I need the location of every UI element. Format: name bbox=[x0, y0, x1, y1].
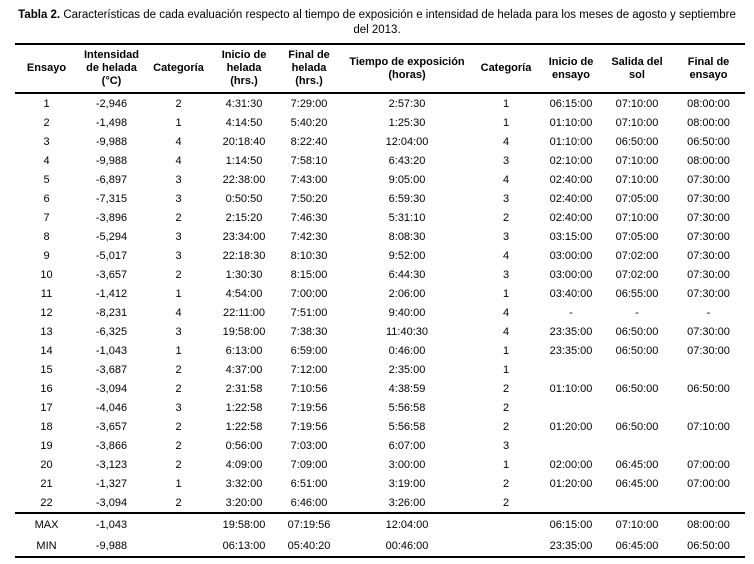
table-cell: 2 bbox=[175, 211, 182, 224]
table-cell: -8,231 bbox=[95, 306, 128, 319]
table-cell bbox=[602, 493, 672, 513]
table-cell: 2 bbox=[175, 363, 182, 376]
table-cell: 3 bbox=[175, 325, 182, 338]
table-row bbox=[15, 170, 745, 189]
table-cell: -3,866 bbox=[95, 439, 128, 452]
table-cell bbox=[672, 493, 745, 513]
table-cell: 02:40:00 bbox=[549, 211, 593, 224]
table-cell: 06:45:00 bbox=[615, 477, 659, 490]
table-row bbox=[15, 341, 745, 360]
table-cell: 07:30:00 bbox=[687, 173, 730, 186]
table-cell: - bbox=[706, 306, 711, 319]
table-cell: 1 bbox=[502, 97, 510, 110]
table-cell: 06:45:00 bbox=[615, 458, 659, 471]
column-header: Salida del sol bbox=[611, 55, 663, 81]
table-cell: 0:50:50 bbox=[225, 192, 263, 205]
table-cell: 10 bbox=[40, 268, 53, 281]
table-cell: 01:20:00 bbox=[549, 477, 593, 490]
table-cell: 07:05:00 bbox=[615, 230, 659, 243]
table-cell: -3,657 bbox=[95, 420, 128, 433]
table-cell: 7:38:30 bbox=[290, 325, 328, 338]
header-row bbox=[15, 44, 745, 93]
table-row bbox=[15, 265, 745, 284]
summary-cell: 06:13:00 bbox=[222, 539, 266, 552]
table-cell: 8:15:00 bbox=[290, 268, 328, 281]
table-cell: 2 bbox=[502, 420, 510, 433]
table-cell: 4:14:50 bbox=[225, 116, 263, 129]
table-cell: 7:50:20 bbox=[290, 192, 328, 205]
table-cell bbox=[540, 360, 602, 379]
table-cell: 07:02:00 bbox=[615, 268, 659, 281]
table-cell: 23:35:00 bbox=[549, 325, 593, 338]
table-cell: 07:10:00 bbox=[615, 211, 659, 224]
table-cell: 3:20:00 bbox=[225, 496, 263, 509]
table-body bbox=[15, 93, 745, 513]
table-cell bbox=[540, 436, 602, 455]
table-cell: 6:59:00 bbox=[290, 344, 328, 357]
table-cell: 08:00:00 bbox=[687, 97, 730, 110]
table-cell: 1:22:58 bbox=[225, 401, 263, 414]
table-cell: 07:30:00 bbox=[687, 230, 730, 243]
table-cell: 20:18:40 bbox=[222, 135, 266, 148]
table-cell: 9 bbox=[43, 249, 50, 262]
summary-cell: 12:04:00 bbox=[385, 518, 429, 531]
table-cell: 07:00:00 bbox=[687, 458, 730, 471]
table-cell: 6:13:00 bbox=[225, 344, 263, 357]
table-cell: 18 bbox=[40, 420, 53, 433]
table-cell: 03:00:00 bbox=[549, 268, 593, 281]
table-cell: 4 bbox=[43, 154, 50, 167]
column-header: Categoría bbox=[480, 62, 532, 74]
table-cell: 19 bbox=[40, 439, 53, 452]
table-cell: -6,325 bbox=[95, 325, 128, 338]
table-row bbox=[15, 303, 745, 322]
table-cell: - bbox=[569, 306, 573, 319]
column-header: Tiempo de exposición (horas) bbox=[349, 55, 465, 81]
table-cell: 01:10:00 bbox=[549, 135, 593, 148]
table-cell bbox=[672, 436, 745, 455]
table-cell: 2 bbox=[502, 477, 510, 490]
table-cell: 4 bbox=[502, 173, 510, 186]
table-cell: 7:10:56 bbox=[290, 382, 328, 395]
summary-cell: -1,043 bbox=[95, 518, 128, 531]
table-row bbox=[15, 360, 745, 379]
table-cell: 2 bbox=[502, 211, 510, 224]
table-cell: 6 bbox=[43, 192, 50, 205]
table-cell: 06:50:00 bbox=[615, 382, 659, 395]
table-caption-text: Características de cada evaluación respecto al tiempo de exposición e intensidad de helada para los meses de agosto y septiembre del 2013. bbox=[63, 9, 736, 36]
table-cell: 06:15:00 bbox=[549, 97, 593, 110]
table-cell: 01:20:00 bbox=[549, 420, 593, 433]
table-cell: 7:12:00 bbox=[290, 363, 328, 376]
table-cell: 02:10:00 bbox=[549, 154, 593, 167]
table-cell: 4 bbox=[502, 325, 510, 338]
table-cell: 23:35:00 bbox=[549, 344, 593, 357]
table-cell: 07:30:00 bbox=[687, 344, 730, 357]
table-cell: -5,294 bbox=[95, 230, 128, 243]
table-cell: 07:10:00 bbox=[615, 97, 659, 110]
table-cell: 1 bbox=[43, 97, 50, 110]
table-cell: 2 bbox=[175, 97, 182, 110]
column-header: Intensidad de helada (°C) bbox=[83, 49, 139, 87]
table-cell: 07:05:00 bbox=[615, 192, 659, 205]
table-cell: 4:38:59 bbox=[388, 382, 426, 395]
table-cell: 7:00:00 bbox=[290, 287, 328, 300]
table-cell: 1:25:30 bbox=[388, 116, 426, 129]
table-cell: 23:34:00 bbox=[222, 230, 266, 243]
table-cell bbox=[540, 493, 602, 513]
table-cell: 06:55:00 bbox=[615, 287, 659, 300]
summary-cell bbox=[145, 513, 212, 535]
table-cell: 4:09:00 bbox=[225, 458, 263, 471]
table-cell: 07:02:00 bbox=[615, 249, 659, 262]
table-cell: 03:00:00 bbox=[549, 249, 593, 262]
table-cell: 7 bbox=[43, 211, 50, 224]
table-cell bbox=[540, 398, 602, 417]
table-cell: -3,657 bbox=[95, 268, 128, 281]
table-cell: 2 bbox=[175, 382, 182, 395]
summary-cell: 19:58:00 bbox=[222, 518, 266, 531]
table-cell: 1 bbox=[502, 116, 510, 129]
table-cell: 4:37:00 bbox=[225, 363, 263, 376]
table-row bbox=[15, 208, 745, 227]
table-cell: 6:46:00 bbox=[290, 496, 328, 509]
table-cell: 1 bbox=[175, 344, 182, 357]
table-cell: 7:43:00 bbox=[290, 173, 328, 186]
table-cell: 0:56:00 bbox=[225, 439, 263, 452]
table-cell: 07:30:00 bbox=[687, 268, 730, 281]
table-cell: 07:10:00 bbox=[687, 420, 730, 433]
summary-cell: 07:19:56 bbox=[287, 518, 331, 531]
table-cell: 3 bbox=[175, 173, 182, 186]
table-cell: 7:58:10 bbox=[290, 154, 328, 167]
table-cell: 08:00:00 bbox=[687, 116, 730, 129]
summary-cell: 06:45:00 bbox=[615, 539, 659, 552]
summary-cell: 06:15:00 bbox=[549, 518, 593, 531]
table-cell: 08:00:00 bbox=[687, 154, 730, 167]
table-cell: 2 bbox=[502, 496, 510, 509]
table-cell: -3,687 bbox=[95, 363, 128, 376]
table-row bbox=[15, 379, 745, 398]
table-cell: 1 bbox=[175, 116, 182, 129]
table-cell: 7:42:30 bbox=[290, 230, 328, 243]
table-cell bbox=[602, 360, 672, 379]
table-cell: 1 bbox=[502, 287, 510, 300]
table-cell: 12:04:00 bbox=[385, 135, 429, 148]
table-cell: 3 bbox=[502, 230, 510, 243]
table-cell: 06:50:00 bbox=[687, 135, 730, 148]
table-cell bbox=[672, 360, 745, 379]
table-cell: 2:31:58 bbox=[225, 382, 263, 395]
table-cell: -1,327 bbox=[95, 477, 128, 490]
table-row bbox=[15, 474, 745, 493]
table-cell: 2 bbox=[175, 458, 182, 471]
table-row bbox=[15, 189, 745, 208]
table-cell: 1 bbox=[175, 287, 182, 300]
table-cell: 4 bbox=[175, 154, 182, 167]
table-cell: 2:57:30 bbox=[388, 97, 426, 110]
summary-cell: -9,988 bbox=[95, 539, 128, 552]
summary-cell bbox=[145, 535, 212, 557]
summary-cell: 07:10:00 bbox=[615, 518, 659, 531]
table-cell: 20 bbox=[40, 458, 53, 471]
table-cell: 16 bbox=[40, 382, 53, 395]
table-cell: 5:56:58 bbox=[388, 420, 426, 433]
table-cell: 3 bbox=[175, 401, 182, 414]
table-cell: 2 bbox=[175, 439, 182, 452]
table-cell: 2 bbox=[43, 116, 50, 129]
table-caption bbox=[0, 0, 754, 43]
table-cell: -6,897 bbox=[95, 173, 128, 186]
table-cell: 07:30:00 bbox=[687, 211, 730, 224]
evaluations-table bbox=[15, 43, 745, 558]
table-cell: 3 bbox=[502, 439, 510, 452]
table-cell: -5,017 bbox=[95, 249, 128, 262]
table-cell: 06:50:00 bbox=[615, 135, 659, 148]
table-cell: 3 bbox=[43, 135, 50, 148]
table-cell: 07:30:00 bbox=[687, 192, 730, 205]
summary-row bbox=[15, 513, 745, 535]
table-cell: 14 bbox=[40, 344, 53, 357]
table-cell: 03:15:00 bbox=[549, 230, 593, 243]
table-row bbox=[15, 436, 745, 455]
table-cell: 6:43:20 bbox=[388, 154, 426, 167]
table-cell bbox=[602, 398, 672, 417]
table-cell: 9:52:00 bbox=[388, 249, 426, 262]
table-cell: 06:50:00 bbox=[615, 344, 659, 357]
table-cell: 3 bbox=[175, 230, 182, 243]
table-cell: 2 bbox=[175, 268, 182, 281]
table-cell: 2:06:00 bbox=[388, 287, 426, 300]
summary-cell bbox=[472, 513, 540, 535]
table-cell: 21 bbox=[40, 477, 53, 490]
table-cell: 5:56:58 bbox=[388, 401, 426, 414]
table-cell: 4 bbox=[502, 306, 510, 319]
table-cell: 6:44:30 bbox=[388, 268, 426, 281]
table-cell: 7:19:56 bbox=[290, 420, 328, 433]
table-cell: 1:22:58 bbox=[225, 420, 263, 433]
table-cell: 1 bbox=[502, 344, 510, 357]
table-cell: 11:40:30 bbox=[385, 325, 428, 338]
table-cell: 2 bbox=[175, 420, 182, 433]
column-header: Categoría bbox=[153, 62, 204, 74]
table-cell: -3,123 bbox=[95, 458, 128, 471]
table-cell: 3:26:00 bbox=[388, 496, 426, 509]
table-cell: 07:10:00 bbox=[615, 173, 659, 186]
table-row bbox=[15, 93, 745, 113]
table-row bbox=[15, 227, 745, 246]
table-cell bbox=[602, 436, 672, 455]
summary-cell bbox=[472, 535, 540, 557]
table-cell: 8 bbox=[43, 230, 50, 243]
table-cell: 4 bbox=[175, 135, 182, 148]
table-cell: 22:18:30 bbox=[222, 249, 266, 262]
table-cell: 5:31:10 bbox=[388, 211, 426, 224]
table-cell: 19:58:00 bbox=[222, 325, 266, 338]
table-cell: 01:10:00 bbox=[549, 382, 593, 395]
table-cell: -1,412 bbox=[95, 287, 128, 300]
table-row bbox=[15, 132, 745, 151]
column-header: Final de ensayo bbox=[687, 55, 730, 81]
table-cell: 0:46:00 bbox=[388, 344, 426, 357]
table-cell: 1 bbox=[502, 458, 510, 471]
table-cell: 3 bbox=[502, 268, 510, 281]
table-cell: 22 bbox=[40, 496, 53, 509]
table-cell: -1,498 bbox=[95, 116, 128, 129]
column-header: Inicio de ensayo bbox=[548, 55, 594, 81]
table-cell: 7:29:00 bbox=[290, 97, 328, 110]
table-row bbox=[15, 455, 745, 474]
table-cell: 3:19:00 bbox=[388, 477, 426, 490]
table-cell: 4:54:00 bbox=[225, 287, 263, 300]
table-cell: 3 bbox=[175, 192, 182, 205]
table-cell: 1 bbox=[175, 477, 182, 490]
summary-cell: 00:46:00 bbox=[385, 539, 429, 552]
table-cell: 06:50:00 bbox=[615, 420, 659, 433]
table-cell: 3:00:00 bbox=[388, 458, 426, 471]
table-cell: 6:51:00 bbox=[290, 477, 328, 490]
table-cell: 7:09:00 bbox=[290, 458, 328, 471]
table-cell: -9,988 bbox=[95, 135, 128, 148]
table-cell: 22:11:00 bbox=[222, 306, 265, 319]
column-header: Final de helada (hrs.) bbox=[288, 49, 330, 87]
summary-row bbox=[15, 535, 745, 557]
table-cell: 07:30:00 bbox=[687, 249, 730, 262]
table-cell: 1 bbox=[502, 363, 510, 376]
table-cell: -7,315 bbox=[95, 192, 128, 205]
summary-cell: 23:35:00 bbox=[549, 539, 593, 552]
table-row bbox=[15, 284, 745, 303]
table-cell: 2:35:00 bbox=[388, 363, 426, 376]
table-row bbox=[15, 246, 745, 265]
table-cell: 7:51:00 bbox=[290, 306, 328, 319]
table-cell: -3,094 bbox=[95, 382, 128, 395]
table-cell: 3:32:00 bbox=[225, 477, 263, 490]
table-cell: 2 bbox=[502, 401, 510, 414]
column-header: Ensayo bbox=[26, 62, 67, 74]
table-row bbox=[15, 151, 745, 170]
table-cell bbox=[672, 398, 745, 417]
table-cell: 4 bbox=[175, 306, 182, 319]
table-cell: 9:05:00 bbox=[388, 173, 426, 186]
summary-cell: 08:00:00 bbox=[687, 518, 730, 531]
table-cell: 07:30:00 bbox=[687, 325, 730, 338]
table-row bbox=[15, 113, 745, 132]
table-cell: -9,988 bbox=[95, 154, 128, 167]
table-cell: 07:10:00 bbox=[615, 116, 659, 129]
table-cell: 02:40:00 bbox=[549, 173, 593, 186]
table-cell: 5:40:20 bbox=[290, 116, 328, 129]
table-cell: 07:30:00 bbox=[687, 287, 730, 300]
table-cell: 1:30:30 bbox=[225, 268, 263, 281]
table-cell: 8:22:40 bbox=[290, 135, 328, 148]
table-cell: -4,046 bbox=[95, 401, 128, 414]
table-row bbox=[15, 322, 745, 341]
table-cell: 5 bbox=[43, 173, 50, 186]
summary-cell: 06:50:00 bbox=[687, 539, 730, 552]
column-header: Inicio de helada (hrs.) bbox=[221, 49, 267, 87]
table-cell: 9:40:00 bbox=[388, 306, 426, 319]
table-cell: 1:14:50 bbox=[225, 154, 263, 167]
summary-cell: MIN bbox=[36, 539, 57, 552]
table-cell: - bbox=[635, 306, 639, 319]
table-cell: 15 bbox=[40, 363, 53, 376]
table-cell: 6:59:30 bbox=[388, 192, 426, 205]
table-row bbox=[15, 493, 745, 513]
table-cell: 7:19:56 bbox=[290, 401, 328, 414]
summary-cell: MAX bbox=[34, 518, 59, 531]
table-cell: 2 bbox=[502, 382, 510, 395]
table-cell: 02:00:00 bbox=[549, 458, 593, 471]
table-cell: -1,043 bbox=[95, 344, 128, 357]
table-row bbox=[15, 398, 745, 417]
table-cell: 02:40:00 bbox=[549, 192, 593, 205]
table-cell: 3 bbox=[502, 154, 510, 167]
table-cell: 2:15:20 bbox=[225, 211, 263, 224]
table-cell: 01:10:00 bbox=[549, 116, 593, 129]
table-cell: 6:07:00 bbox=[388, 439, 426, 452]
table-summary bbox=[15, 513, 745, 557]
table-header bbox=[15, 44, 745, 93]
table-cell: 8:10:30 bbox=[290, 249, 328, 262]
table-cell: 2 bbox=[175, 496, 182, 509]
table-cell: 06:50:00 bbox=[687, 382, 730, 395]
summary-cell: 05:40:20 bbox=[287, 539, 331, 552]
table-cell: -3,896 bbox=[95, 211, 128, 224]
table-cell: 3 bbox=[502, 192, 510, 205]
table-cell: 07:00:00 bbox=[687, 477, 730, 490]
table-cell: 4:31:30 bbox=[225, 97, 263, 110]
table-cell: 13 bbox=[40, 325, 53, 338]
table-cell: 7:03:00 bbox=[290, 439, 328, 452]
table-cell: 11 bbox=[40, 287, 53, 300]
table-cell: 07:10:00 bbox=[615, 154, 659, 167]
table-cell: -3,094 bbox=[95, 496, 128, 509]
table-row bbox=[15, 417, 745, 436]
table-cell: 12 bbox=[40, 306, 53, 319]
table-cell: 7:46:30 bbox=[290, 211, 328, 224]
table-cell: 3 bbox=[175, 249, 182, 262]
table-cell: 4 bbox=[502, 135, 510, 148]
table-cell: 17 bbox=[40, 401, 53, 414]
table-cell: 22:38:00 bbox=[222, 173, 266, 186]
table-caption-label: Tabla 2. bbox=[18, 9, 61, 21]
table-cell: 4 bbox=[502, 249, 510, 262]
table-cell: -2,946 bbox=[95, 97, 128, 110]
table-cell: 06:50:00 bbox=[615, 325, 659, 338]
table-cell: 8:08:30 bbox=[388, 230, 426, 243]
table-cell: 03:40:00 bbox=[549, 287, 593, 300]
